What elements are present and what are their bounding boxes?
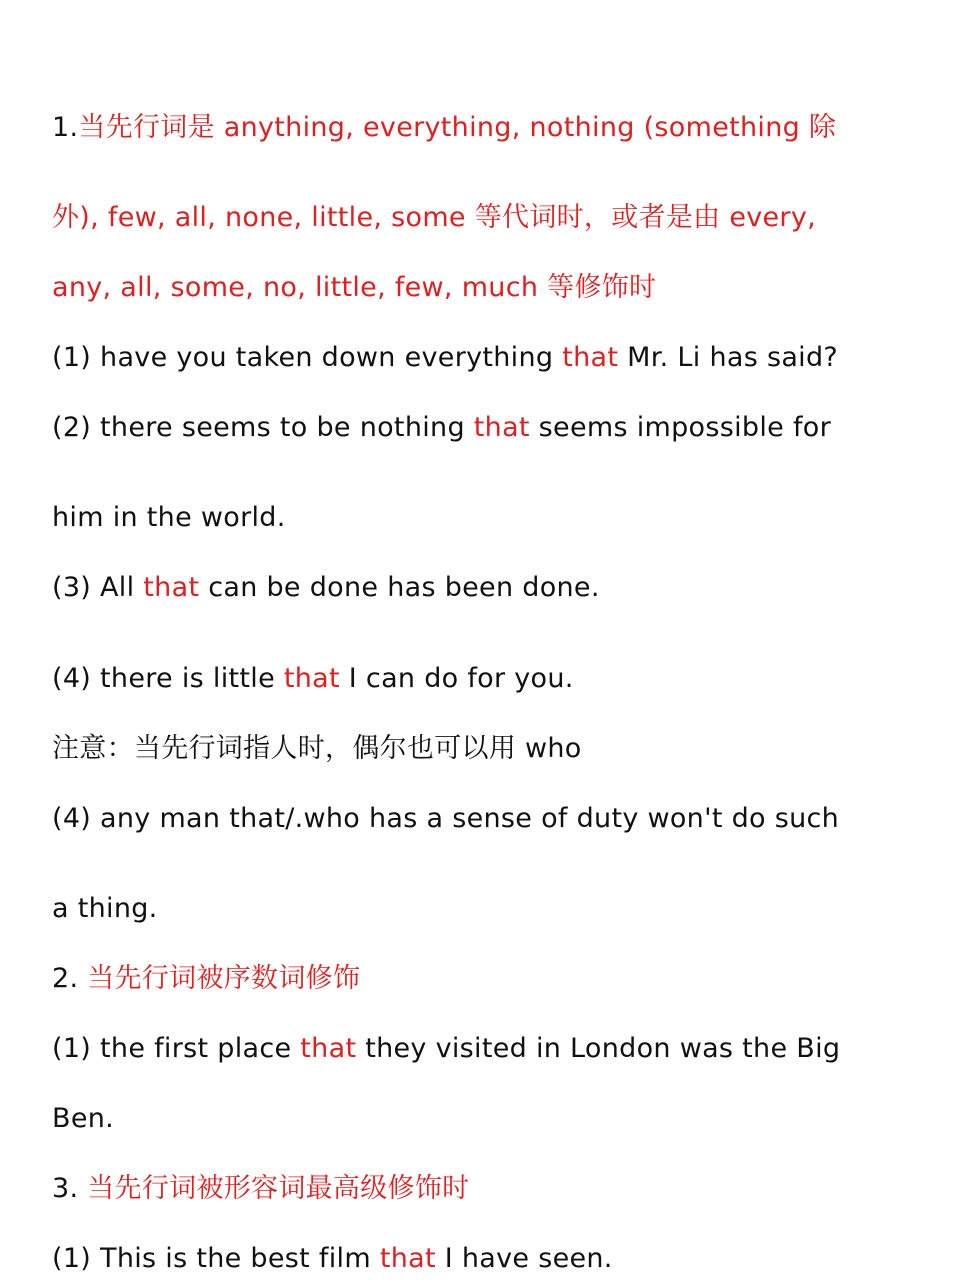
sentence-text: (1) This is the best film [52, 1243, 380, 1274]
example-sentence [52, 408, 912, 448]
highlighted-that: that [283, 663, 340, 694]
highlighted-that: that [562, 342, 619, 373]
rule-text: 当先行词被序数词修饰 [87, 963, 361, 994]
rule-number: 2. [52, 963, 88, 994]
example-sentence [52, 1029, 912, 1069]
highlighted-that: that [473, 412, 530, 443]
highlighted-that: that [300, 1033, 357, 1064]
example-sentence [52, 568, 912, 608]
sentence-text: can be done has been done. [199, 572, 600, 603]
highlighted-that: that [379, 1243, 436, 1274]
example-sentence-continuation: Ben. [52, 1103, 115, 1134]
highlighted-that: that [143, 572, 200, 603]
rule-3-heading [52, 1169, 912, 1209]
sentence-text: (3) All [52, 572, 144, 603]
example-sentence [52, 1239, 912, 1279]
sentence-text: (2) there seems to be nothing [52, 412, 474, 443]
rule-text: 当先行词是 anything, everything, nothing (something 除 [78, 112, 837, 143]
example-sentence [52, 338, 912, 378]
rule-1-heading-line-1 [52, 108, 912, 148]
sentence-text: (4) there is little [52, 663, 284, 694]
sentence-text: (1) have you taken down everything [52, 342, 563, 373]
sentence-text: Mr. Li has said? [618, 342, 839, 373]
example-sentence-continuation: him in the world. [52, 502, 286, 533]
rule-1-heading-line-2: 外), few, all, none, little, some 等代词时，或者是由 every, [52, 202, 816, 233]
rule-text: 当先行词被形容词最高级修饰时 [87, 1173, 470, 1204]
example-sentence: (4) any man that/.who has a sense of duty won't do such [52, 803, 840, 834]
example-sentence [52, 659, 912, 699]
rule-number: 3. [52, 1173, 88, 1204]
rule-number: 1. [52, 112, 79, 143]
sentence-text: I can do for you. [339, 663, 574, 694]
sentence-text: (1) the first place [52, 1033, 301, 1064]
sentence-text: they visited in London was the Big [356, 1033, 841, 1064]
note-line: 注意：当先行词指人时，偶尔也可以用 who [52, 733, 582, 764]
sentence-text: seems impossible for [529, 412, 831, 443]
rule-1-heading-line-3: any, all, some, no, little, few, much 等修饰时 [52, 272, 657, 303]
sentence-text: I have seen. [435, 1243, 613, 1274]
rule-2-heading [52, 959, 912, 999]
example-sentence-continuation: a thing. [52, 893, 158, 924]
